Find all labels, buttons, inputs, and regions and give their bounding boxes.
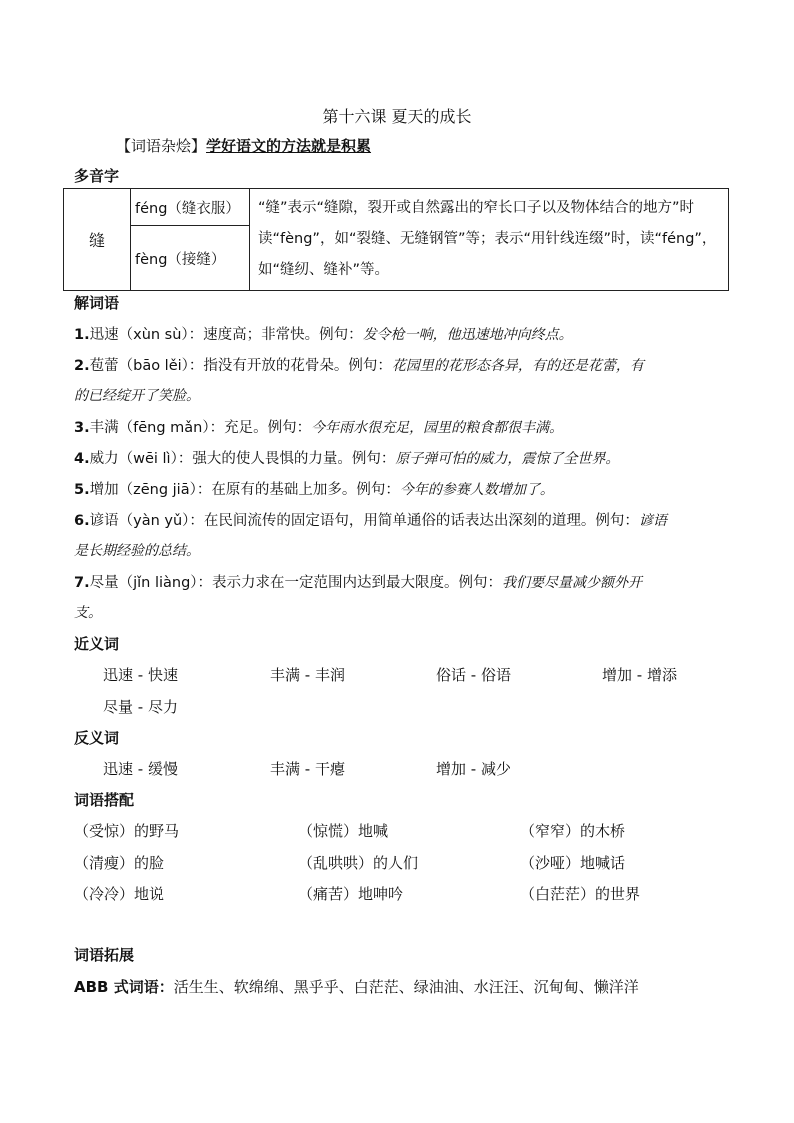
antonym-pair: 增加 - 减少 xyxy=(436,760,511,778)
collocation: （沙哑）地喊话 xyxy=(520,854,626,872)
antonyms-heading: 反义词 xyxy=(74,729,120,747)
subtitle-bracket: 【词语杂烩】 xyxy=(116,137,207,155)
extension-line: ABB 式词语：活生生、软绵绵、黑乎乎、白茫茫、绿油油、水汪汪、沉甸甸、懒洋洋 xyxy=(74,978,639,996)
subtitle-text: 学好语文的方法就是积累 xyxy=(206,137,372,155)
collocation: （清瘦）的脸 xyxy=(74,854,165,872)
vocab-item-cont: 是长期经验的总结。 xyxy=(74,543,200,559)
collocation: （痛苦）地呻吟 xyxy=(298,885,404,903)
section-subtitle xyxy=(116,135,371,156)
synonyms-heading: 近义词 xyxy=(74,635,120,653)
collocation: （受惊）的野马 xyxy=(74,822,180,840)
polyphone-char: 缝 xyxy=(64,189,131,291)
antonym-pair: 丰满 - 干瘪 xyxy=(270,760,345,778)
vocab-item: 2.苞蕾（bāo lěi）：指没有开放的花骨朵。例句：花园里的花形态各异，有的还是花蕾，有 xyxy=(74,358,644,374)
vocab-item: 3.丰满（fēng mǎn）：充足。例句：今年雨水很充足，园里的粮食都很丰满。 xyxy=(74,420,564,436)
synonym-pair: 丰满 - 丰润 xyxy=(270,666,345,684)
vocab-item-cont: 支。 xyxy=(74,605,102,621)
collocation: （冷冷）地说 xyxy=(74,885,165,903)
reading-1: féng（缝衣服） xyxy=(131,189,250,226)
vocab-item: 7.尽量（jǐn liàng）：表示力求在一定范围内达到最大限度。例句：我们要尽量减少额外开 xyxy=(74,575,643,591)
vocab-item: 1.迅速（xùn sù）：速度高；非常快。例句：发令枪一响，他迅速地冲向终点。 xyxy=(74,327,573,343)
antonym-pair: 迅速 - 缓慢 xyxy=(103,760,178,778)
polyphone-heading: 多音字 xyxy=(74,167,120,185)
collocation: （窄窄）的木桥 xyxy=(520,822,626,840)
reading-2: fèng（接缝） xyxy=(131,226,250,291)
collocation: （白茫茫）的世界 xyxy=(520,885,641,903)
vocab-item: 5.增加（zēng jiā）：在原有的基础上加多。例句：今年的参赛人数增加了。 xyxy=(74,482,554,498)
vocab-item: 4.威力（wēi lì）：强大的使人畏惧的力量。例句：原子弹可怕的威力，震惊了全世界。 xyxy=(74,451,620,467)
vocab-item: 6.谚语（yàn yǔ）：在民间流传的固定语句，用简单通俗的话表达出深刻的道理。例句：谚语 xyxy=(74,513,667,529)
polyphone-explanation: “缝”表示“缝隙，裂开或自然露出的窄长口子以及物体结合的地方”时读“fèng”，如“裂缝、无缝钢管”等；表示“用针线连缀”时，读“féng”，如“缝纫、缝补”等。 xyxy=(250,189,729,291)
collocations-heading: 词语搭配 xyxy=(74,791,135,809)
polyphone-table xyxy=(63,188,729,291)
extension-heading: 词语拓展 xyxy=(74,946,135,964)
synonym-pair: 迅速 - 快速 xyxy=(103,666,178,684)
vocab-item-cont: 的已经绽开了笑脸。 xyxy=(74,388,200,404)
synonym-pair: 尽量 - 尽力 xyxy=(103,698,178,716)
vocab-heading: 解词语 xyxy=(74,294,120,312)
synonym-pair: 俗话 - 俗语 xyxy=(436,666,511,684)
page-title: 第十六课 夏天的成长 xyxy=(322,107,472,126)
collocation: （惊慌）地喊 xyxy=(298,822,389,840)
synonym-pair: 增加 - 增添 xyxy=(602,666,677,684)
collocation: （乱哄哄）的人们 xyxy=(298,854,419,872)
